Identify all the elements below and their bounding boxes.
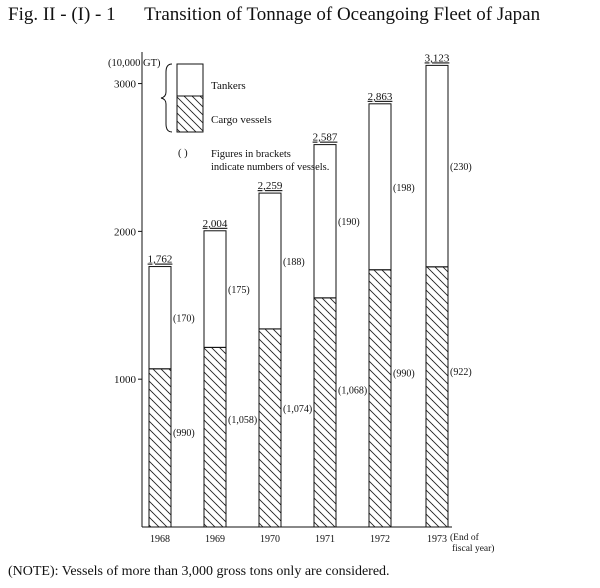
y-tick-label: 3000 xyxy=(114,78,136,91)
legend-bracket-symbol: ( ) xyxy=(178,148,188,159)
cargo-vessel-label-1968: (990) xyxy=(173,428,195,440)
bar-cargo-1972 xyxy=(369,270,391,527)
cargo-vessel-label-1971: (1,068) xyxy=(338,385,368,397)
cargo-vessel-label-1973: (922) xyxy=(450,366,472,378)
legend-cargo-label: Cargo vessels xyxy=(211,114,272,126)
figure-label: Fig. II - (I) - 1 xyxy=(8,4,116,25)
cargo-vessel-label-1970: (1,074) xyxy=(283,404,313,416)
total-label-1969: 2,004 xyxy=(202,217,228,230)
legend-brace xyxy=(161,64,172,132)
bar-cargo-1973 xyxy=(426,267,448,527)
y-tick-label: 2000 xyxy=(114,226,136,239)
legend-tankers-label: Tankers xyxy=(211,80,246,92)
tanker-vessel-label-1970: (188) xyxy=(283,257,305,269)
bar-tankers-1973 xyxy=(426,65,448,266)
x-tick-label-1969: 1969 xyxy=(205,534,225,545)
x-tick-label-1968: 1968 xyxy=(150,534,170,545)
bar-cargo-1968 xyxy=(149,369,171,527)
figure-title: Transition of Tonnage of Oceangoing Fleet of Japan xyxy=(144,4,541,25)
legend-note-line2: indicate numbers of vessels. xyxy=(211,162,330,173)
bar-tankers-1968 xyxy=(149,267,171,369)
x-tick-label-1972: 1972 xyxy=(370,534,390,545)
bar-tankers-1969 xyxy=(204,231,226,348)
y-axis-label: (10,000 GT) xyxy=(108,58,161,69)
legend-tankers-swatch xyxy=(177,64,203,96)
tanker-vessel-label-1972: (198) xyxy=(393,182,415,194)
total-label-1972: 2,863 xyxy=(367,90,393,103)
total-label-1970: 2,259 xyxy=(257,180,283,193)
tanker-vessel-label-1973: (230) xyxy=(450,162,472,174)
chart-note: (NOTE): Vessels of more than 3,000 gross tons only are considered. xyxy=(8,564,390,579)
bar-cargo-1969 xyxy=(204,347,226,527)
legend-cargo-swatch xyxy=(177,96,203,132)
x-axis-label-line1: (End of xyxy=(450,533,479,543)
bar-tankers-1970 xyxy=(259,193,281,329)
tanker-vessel-label-1971: (190) xyxy=(338,217,360,229)
legend-note-line1: Figures in brackets xyxy=(211,149,291,160)
cargo-vessel-label-1969: (1,058) xyxy=(228,415,258,427)
y-tick-label: 1000 xyxy=(114,374,136,387)
cargo-vessel-label-1972: (990) xyxy=(393,368,415,380)
total-label-1973: 3,123 xyxy=(424,52,450,65)
bar-cargo-1970 xyxy=(259,329,281,527)
bar-cargo-1971 xyxy=(314,298,336,527)
x-axis-label-line2: fiscal year) xyxy=(452,544,495,554)
tanker-vessel-label-1968: (170) xyxy=(173,313,195,325)
total-label-1968: 1,762 xyxy=(147,253,173,266)
x-tick-label-1971: 1971 xyxy=(315,534,335,545)
tanker-vessel-label-1969: (175) xyxy=(228,285,250,297)
x-tick-label-1970: 1970 xyxy=(260,534,280,545)
bar-tankers-1972 xyxy=(369,104,391,270)
total-label-1971: 2,587 xyxy=(312,131,338,144)
x-tick-label-1973: 1973 xyxy=(427,534,447,545)
